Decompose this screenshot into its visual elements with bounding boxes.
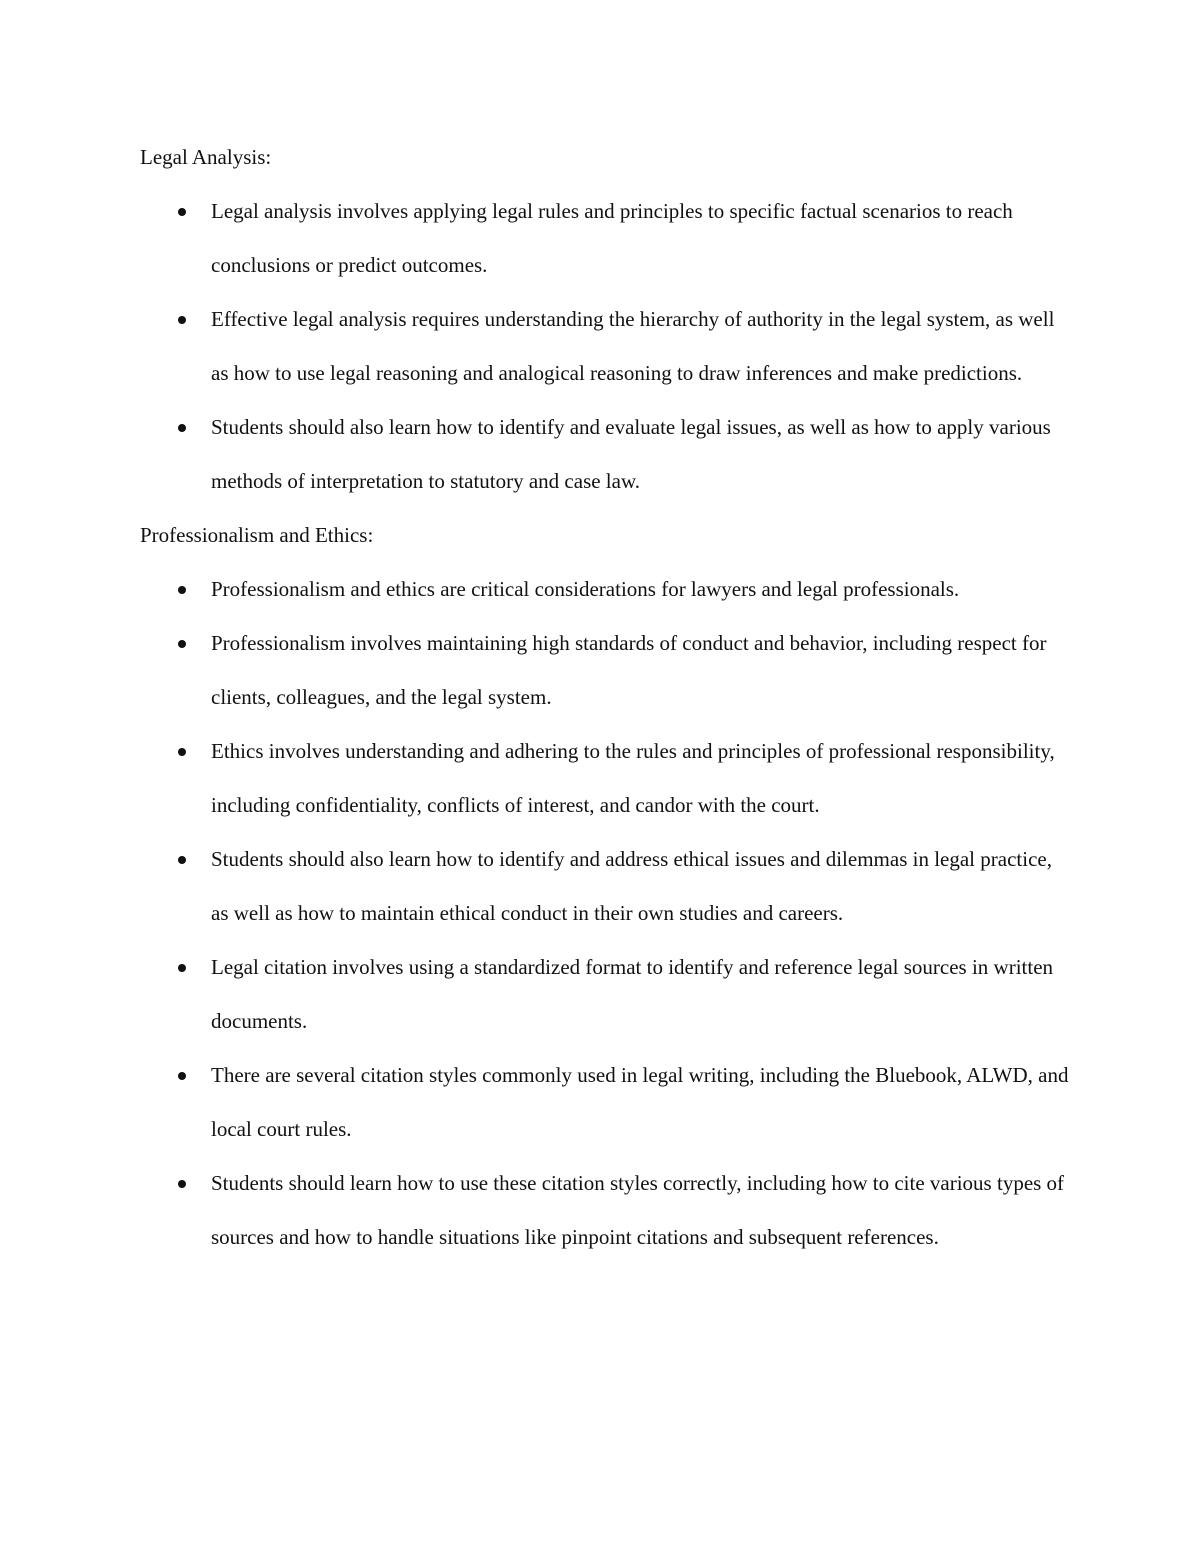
list-item-text: Effective legal analysis requires understanding the hierarchy of authority in the legal system, as well as how to use legal reasoning and analogical reasoning to draw inferences and make predictions. <box>211 307 1055 385</box>
list-item <box>211 400 1070 508</box>
bullet-icon <box>178 748 186 756</box>
list-item <box>211 1048 1070 1156</box>
legal-analysis-list <box>140 184 1070 508</box>
list-item-text: Legal citation involves using a standardized format to identify and reference legal sources in written documents. <box>211 955 1054 1033</box>
list-item-text: Students should learn how to use these citation styles correctly, including how to cite various types of sources and how to handle situations like pinpoint citations and subsequent references. <box>211 1171 1065 1249</box>
list-item <box>211 562 1070 616</box>
list-item-text: There are several citation styles commonly used in legal writing, including the Bluebook, ALWD, and local court rules. <box>211 1063 1069 1141</box>
document-body <box>140 130 1070 1264</box>
bullet-icon <box>178 1072 186 1080</box>
list-item-text: Ethics involves understanding and adhering to the rules and principles of professional responsibility, including confidentiality, conflicts of interest, and candor with the court. <box>211 739 1055 817</box>
list-item <box>211 832 1070 940</box>
bullet-icon <box>178 1180 186 1188</box>
list-item-text: Students should also learn how to identify and evaluate legal issues, as well as how to apply various methods of interpretation to statutory and case law. <box>211 415 1051 493</box>
section-heading-professionalism-ethics: Professionalism and Ethics: <box>140 523 374 547</box>
list-item-text: Professionalism involves maintaining high standards of conduct and behavior, including respect for clients, colleagues, and the legal system. <box>211 631 1047 709</box>
professionalism-ethics-list <box>140 562 1070 1264</box>
bullet-icon <box>178 424 186 432</box>
list-item <box>211 616 1070 724</box>
list-item-text: Professionalism and ethics are critical considerations for lawyers and legal professionals. <box>211 577 960 601</box>
bullet-icon <box>178 964 186 972</box>
bullet-icon <box>178 640 186 648</box>
list-item <box>211 724 1070 832</box>
list-item <box>211 1156 1070 1264</box>
section-heading-legal-analysis: Legal Analysis: <box>140 145 272 169</box>
bullet-icon <box>178 586 186 594</box>
bullet-icon <box>178 856 186 864</box>
bullet-icon <box>178 316 186 324</box>
list-item <box>211 940 1070 1048</box>
list-item-text: Legal analysis involves applying legal rules and principles to specific factual scenarios to reach conclusions or predict outcomes. <box>211 199 1013 277</box>
bullet-icon <box>178 208 186 216</box>
list-item <box>211 292 1070 400</box>
list-item-text: Students should also learn how to identify and address ethical issues and dilemmas in legal practice, as well as how to maintain ethical conduct in their own studies and careers. <box>211 847 1052 925</box>
list-item <box>211 184 1070 292</box>
